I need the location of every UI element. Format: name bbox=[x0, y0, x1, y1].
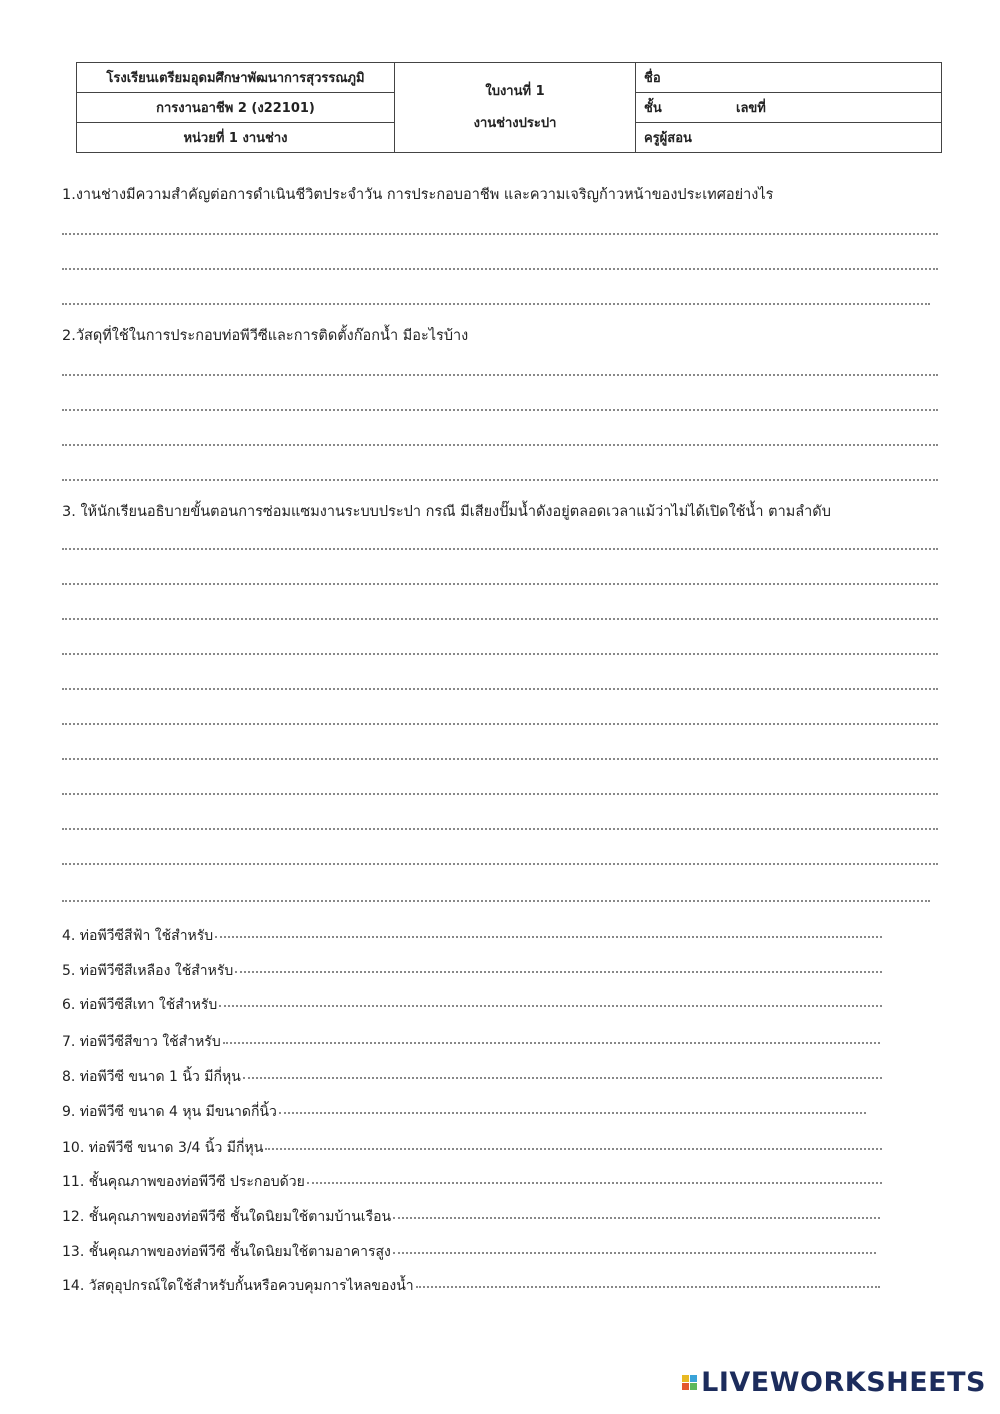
item-11-answer[interactable] bbox=[307, 1182, 882, 1184]
item-5 bbox=[62, 960, 882, 982]
item-8 bbox=[62, 1066, 882, 1088]
course-name: การงานอาชีพ 2 (ง22101) bbox=[77, 93, 395, 123]
class-label: ชั้น bbox=[644, 101, 662, 116]
name-field[interactable] bbox=[636, 63, 942, 93]
answer-line-q2-3[interactable] bbox=[62, 444, 938, 446]
item-14-text: 14. วัสดุอุปกรณ์ใดใช้สำหรับกั้นหรือควบคุมการไหลของน้ำ bbox=[62, 1278, 414, 1294]
item-7-answer[interactable] bbox=[223, 1042, 880, 1044]
item-6-text: 6. ท่อพีวีซีสีเทา ใช้สำหรับ bbox=[62, 997, 218, 1013]
question-2: 2.วัสดุที่ใช้ในการประกอบท่อพีวีซีและการติดตั้งก๊อกน้ำ มีอะไรบ้าง bbox=[62, 328, 469, 344]
answer-line-q1-1[interactable] bbox=[62, 233, 938, 235]
answer-line-q1-2[interactable] bbox=[62, 268, 938, 270]
item-8-text: 8. ท่อพีวีซี ขนาด 1 นิ้ว มีกี่หุน bbox=[62, 1069, 241, 1085]
logo-mark-square-3 bbox=[682, 1383, 689, 1390]
item-11 bbox=[62, 1171, 882, 1193]
answer-line-q2-4[interactable] bbox=[62, 479, 938, 481]
answer-line-q3-2[interactable] bbox=[62, 583, 938, 585]
item-12-text: 12. ชั้นคุณภาพของท่อพีวีซี ชั้นใดนิยมใช้ตามบ้านเรือน bbox=[62, 1209, 392, 1225]
header-table bbox=[76, 62, 942, 153]
liveworksheets-logo-icon bbox=[682, 1375, 697, 1390]
number-label: เลขที่ bbox=[736, 101, 766, 116]
unit-name: หน่วยที่ 1 งานช่าง bbox=[77, 123, 395, 153]
item-13 bbox=[62, 1241, 876, 1263]
item-12-answer[interactable] bbox=[393, 1217, 880, 1219]
answer-line-q3-3[interactable] bbox=[62, 618, 938, 620]
answer-line-q3-1[interactable] bbox=[62, 548, 938, 550]
item-10-text: 10. ท่อพีวีซี ขนาด 3/4 นิ้ว มีกี่หุน bbox=[62, 1140, 264, 1156]
item-4 bbox=[62, 925, 882, 947]
teacher-field[interactable] bbox=[636, 123, 942, 153]
answer-line-q2-1[interactable] bbox=[62, 374, 938, 376]
answer-line-q3-7[interactable] bbox=[62, 758, 938, 760]
logo-mark-square-1 bbox=[682, 1375, 689, 1382]
liveworksheets-logo bbox=[682, 1367, 986, 1398]
item-12 bbox=[62, 1206, 880, 1228]
item-5-text: 5. ท่อพีวีซีสีเหลือง ใช้สำหรับ bbox=[62, 963, 234, 979]
item-8-answer[interactable] bbox=[243, 1077, 882, 1079]
item-4-answer[interactable] bbox=[215, 936, 882, 938]
item-13-text: 13. ชั้นคุณภาพของท่อพีวีซี ชั้นใดนิยมใช้ตามอาคารสูง bbox=[62, 1244, 391, 1260]
logo-mark-square-4 bbox=[690, 1383, 697, 1390]
answer-line-q3-6[interactable] bbox=[62, 723, 938, 725]
answer-line-q3-5[interactable] bbox=[62, 688, 938, 690]
item-10-answer[interactable] bbox=[265, 1148, 882, 1150]
sheet-title: ใบงานที่ 1 bbox=[485, 83, 545, 99]
answer-line-q2-2[interactable] bbox=[62, 409, 938, 411]
item-9-text: 9. ท่อพีวีซี ขนาด 4 หุน มีขนาดกี่นิ้ว bbox=[62, 1104, 277, 1120]
question-3: 3. ให้นักเรียนอธิบายขั้นตอนการซ่อมแซมงานระบบประปา กรณี มีเสียงปั๊มน้ำดังอยู่ตลอดเวลาแม้ว่าไม่ได้เปิดใช้น้ำ ตามลำดับ bbox=[62, 504, 831, 520]
item-4-text: 4. ท่อพีวีซีสีฟ้า ใช้สำหรับ bbox=[62, 928, 214, 944]
item-5-answer[interactable] bbox=[235, 971, 882, 973]
logo-mark-square-2 bbox=[690, 1375, 697, 1382]
liveworksheets-logo-text: LIVEWORKSHEETS bbox=[701, 1367, 986, 1398]
item-7 bbox=[62, 1031, 880, 1053]
item-7-text: 7. ท่อพีวีซีสีขาว ใช้สำหรับ bbox=[62, 1034, 221, 1050]
item-14 bbox=[62, 1275, 880, 1297]
school-name: โรงเรียนเตรียมอุดมศึกษาพัฒนาการสุวรรณภูมิ bbox=[77, 63, 395, 93]
item-10 bbox=[62, 1137, 882, 1159]
answer-line-q3-11[interactable] bbox=[62, 900, 930, 902]
item-9-answer[interactable] bbox=[279, 1112, 866, 1114]
name-label: ชื่อ bbox=[644, 71, 661, 86]
teacher-label: ครูผู้สอน bbox=[644, 131, 692, 146]
answer-line-q3-4[interactable] bbox=[62, 653, 938, 655]
answer-line-q3-9[interactable] bbox=[62, 828, 938, 830]
item-6 bbox=[62, 994, 882, 1016]
question-1: 1.งานช่างมีความสำคัญต่อการดำเนินชีวิตประจำวัน การประกอบอาชีพ และความเจริญก้าวหน้าของประเทศอย่างไร bbox=[62, 187, 774, 203]
class-number-field[interactable] bbox=[636, 93, 942, 123]
sheet-subtitle: งานช่างประปา bbox=[473, 115, 557, 131]
item-9 bbox=[62, 1101, 866, 1123]
answer-line-q3-8[interactable] bbox=[62, 793, 938, 795]
answer-line-q1-3[interactable] bbox=[62, 303, 930, 305]
answer-line-q3-10[interactable] bbox=[62, 863, 938, 865]
item-13-answer[interactable] bbox=[393, 1252, 876, 1254]
item-11-text: 11. ชั้นคุณภาพของท่อพีวีซี ประกอบด้วย bbox=[62, 1174, 305, 1190]
item-6-answer[interactable] bbox=[219, 1005, 882, 1007]
item-14-answer[interactable] bbox=[416, 1286, 880, 1288]
sheet-title-cell bbox=[395, 63, 636, 153]
